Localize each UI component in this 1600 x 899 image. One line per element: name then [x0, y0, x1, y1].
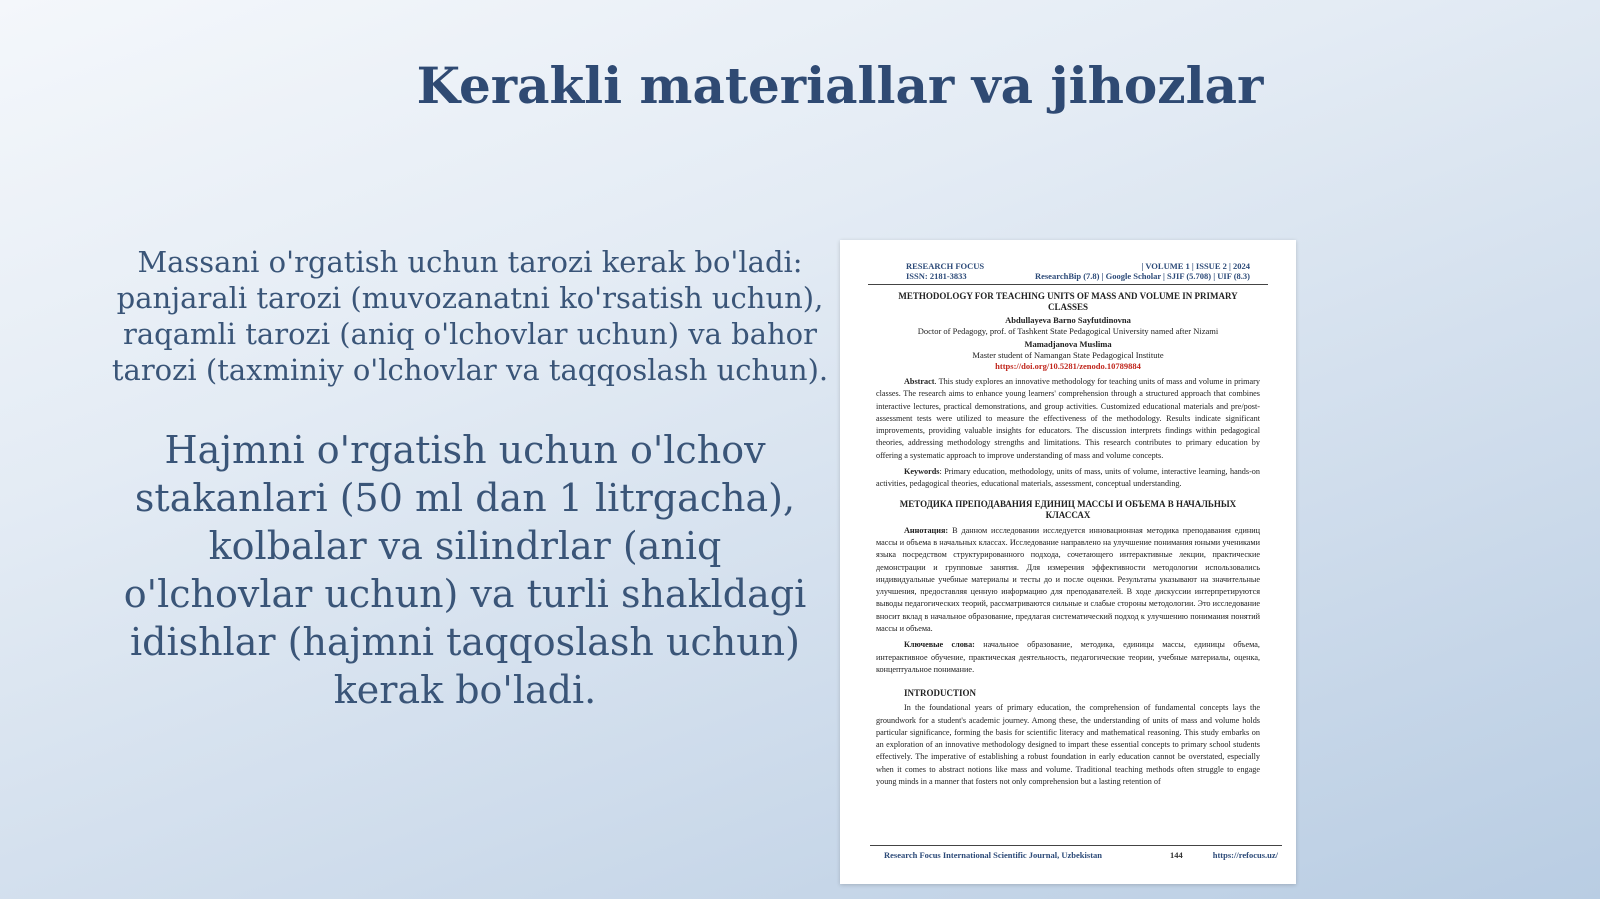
ru-keywords-text: начальное образование, методика, единицы массы, единицы объема, интерактивное обучение, практическая деятельность, педагогические теории, учебные материалы, оценка, концептуальное понимание. [876, 640, 1260, 674]
slide-title: Kerakli materiallar va jihozlar [416, 56, 1264, 115]
header-rule [868, 284, 1268, 285]
keywords-text: : Primary education, methodology, units of mass, units of volume, interactive learning, hands-on activities, pedagogical theories, educational materials, assessment, conceptual understanding. [876, 467, 1260, 489]
ru-keywords [876, 639, 1260, 676]
doi-link[interactable]: https://doi.org/10.5281/zenodo.10789884 [995, 361, 1141, 371]
footer-journal: Research Focus International Scientific Journal, Uzbekistan [884, 850, 1103, 860]
author-name: Mamadjanova Muslima [1024, 339, 1112, 349]
intro-text: In the foundational years of primary education, the comprehension of fundamental concepts lays the groundwork for a student's academic journey. Among these, the understanding of units of mass and volume holds particular significance, forming the basis for scientific literacy and mathematical reasoning. This study embarks on an exploration of an innovative methodology designed to impart these essential concepts to primary school students effectively. The imperative of establishing a robust foundation in early education cannot be overstated, especially when it comes to abstract notions like mass and volume. Traditional teaching methods often struggle to engage young minds in a manner that fosters not only comprehension but a lasting retention of [876, 703, 1260, 787]
author-affiliation: Master student of Namangan State Pedagogical Institute [972, 350, 1164, 360]
annotation [876, 525, 1260, 636]
journal-header [868, 240, 1268, 284]
mass-materials-paragraph: Massani o'rgatish uchun tarozi kerak bo'ladi: panjarali tarozi (muvozanatni ko'rsatish uchun), raqamli tarozi (aniq o'lchovlar uchun) va bahor tarozi (taxminiy o'lchovlar va taqqoslash uchun). [111, 245, 829, 387]
abstract [876, 376, 1260, 462]
journal-name: RESEARCH FOCUS [906, 261, 985, 271]
intro-heading: INTRODUCTION [904, 688, 977, 699]
article-title-en: METHODOLOGY FOR TEACHING UNITS OF MASS AND VOLUME IN PRIMARY CLASSES [898, 291, 1238, 312]
ru-keywords-label: Ключевые слова: [904, 640, 975, 650]
journal-indexes: ResearchBip (7.8) | Google Scholar | SJIF (5.708) | UIF (8.3) [1034, 271, 1250, 281]
keywords [876, 466, 1260, 491]
annotation-label: Аннотация: [904, 525, 949, 535]
footer-rule [870, 845, 1282, 846]
abstract-label: Abstract [904, 377, 935, 386]
annotation-text: В данном исследовании исследуется инновационная методика преподавания единиц массы и объема в начальных классах. Исследование направлено на улучшение понимания юными учениками языка посредством структурированного подхода, сочетающего интерактивные лекции, практические демонстрации и групповые занятия. Для измерения эффективности методологии использовались индивидуальные учебные материалы и тесты до и после оценки. Результаты указывают на значительные улучшения, предоставляя ценную информацию для преподавателей. В ходе дискуссии интерпретируются выводы педагогических теорий, рассматриваются сильные и слабые стороны методологии. Это исследование вносит вклад в начальное образование, предлагая систематический подход к улучшению понимания понятий массы и объема. [876, 525, 1260, 634]
footer-page-number: 144 [1170, 850, 1183, 860]
journal-volume: | VOLUME 1 | ISSUE 2 | 2024 [1141, 261, 1250, 271]
article-title-ru: МЕТОДИКА ПРЕПОДАВАНИЯ ЕДИНИЦ МАССЫ И ОБЪЕМА В НАЧАЛЬНЫХ КЛАССАХ [899, 498, 1237, 520]
journal-issn: ISSN: 2181-3833 [906, 271, 967, 281]
footer-url[interactable]: https://refocus.uz/ [1212, 850, 1278, 860]
abstract-text: . This study explores an innovative methodology for teaching units of mass and volume in primary classes. The research aims to enhance young learners' comprehension through a structured approach that combines interactive lectures, practical demonstrations, and group activities. Customized educational materials and pre/post-assessment tests were utilized to measure the effectiveness of the methodology. Results indicate significant improvements, providing valuable insights for educators. The discussion interprets findings within pedagogical theories, addressing methodology strengths and limitations. This research contributes to primary education by offering a systematic approach to improve understanding of mass and volume concepts. [876, 377, 1260, 460]
author-name: Abdullayeva Barno Sayfutdinovna [1005, 315, 1131, 325]
keywords-label: Keywords [904, 467, 940, 477]
volume-materials-paragraph: Hajmni o'rgatish uchun o'lchov stakanlari (50 ml dan 1 litrgacha), kolbalar va silindrlar (aniq o'lchovlar uchun) va turli shakldagi idishlar (hajmni taqqoslash uchun) kerak bo'ladi. [123, 428, 807, 712]
author-affiliation: Doctor of Pedagogy, prof. of Tashkent State Pedagogical University named after Nizami [917, 326, 1219, 336]
article-page-image [840, 240, 1296, 884]
